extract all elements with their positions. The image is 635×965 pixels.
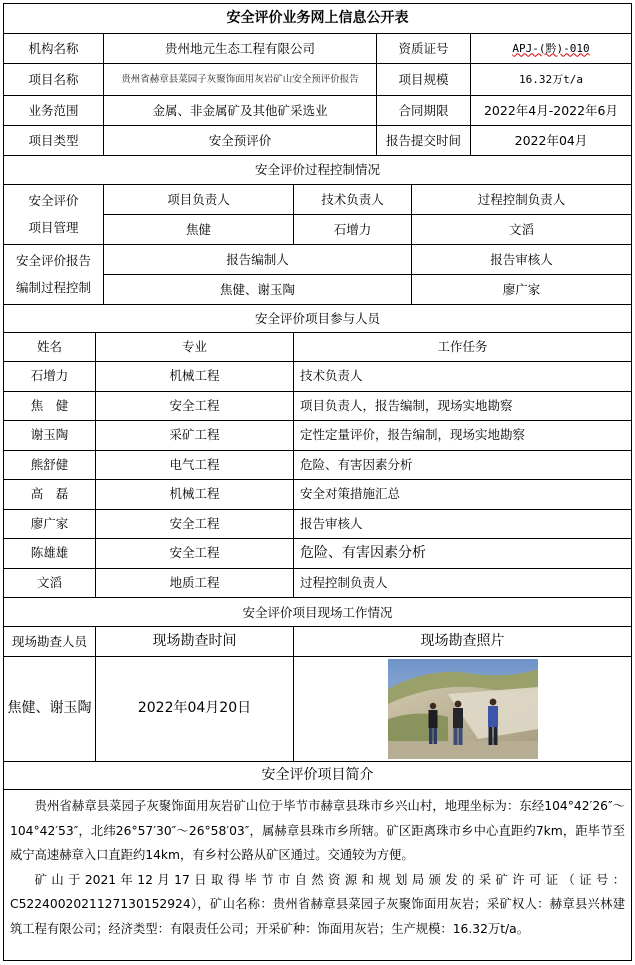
staff-major: 电气工程 [96,451,294,480]
staff-task: 报告审核人 [300,515,363,531]
cert-label: 资质证号 [377,34,471,63]
staff-task: 定性定量评价，报告编制，现场实地勘察 [300,427,526,443]
staff-major: 安全工程 [96,392,294,421]
head-tech: 技术负责人 [294,185,412,215]
process-heading: 安全评价过程控制情况 [254,162,380,178]
staff-major: 机械工程 [96,480,294,509]
scale-value: 16.32万t/a [519,72,583,86]
cert-value [471,34,631,63]
site-person: 焦健、谢玉陶 [4,657,96,761]
report-time-label: 报告提交时间 [377,126,471,155]
staff-task: 技术负责人 [300,368,363,384]
intro-heading-row [4,762,631,790]
report-label-line2: 编制过程控制 [15,280,91,296]
scale-label: 项目规模 [377,64,471,95]
staff-major: 机械工程 [96,362,294,391]
table-row [4,539,631,569]
staff-task: 危险、有害因素分析 [300,456,413,472]
staff-major: 地质工程 [96,569,294,598]
val-author: 焦健、谢玉陶 [104,275,412,304]
table-row [4,510,631,540]
head-author: 报告编制人 [104,245,412,275]
site-heading-row [4,599,631,627]
site-photo-image [388,659,538,759]
scope-label: 业务范围 [4,96,104,125]
staff-task: 项目负责人，报告编制，现场实地勘察 [300,397,513,413]
site-header-row [4,627,631,657]
table-row [4,569,631,599]
table-row [4,480,631,510]
mgmt-label-line1: 安全评价 [28,192,79,208]
cert-value-text: APJ-(黔)-010 [512,41,590,55]
staff-major: 安全工程 [96,510,294,539]
table-row [4,421,631,451]
table-row [4,451,631,481]
period-label: 合同期限 [377,96,471,125]
staff-name: 陈雄雄 [4,539,96,568]
type-label: 项目类型 [4,126,104,155]
head-reviewer: 报告审核人 [412,245,631,275]
report-label [4,245,104,304]
staff-major: 安全工程 [96,539,294,568]
scope-value: 金属、非金属矿及其他矿采选业 [104,96,377,125]
site-data-row [4,657,631,762]
staff-name: 高 磊 [4,480,96,509]
staff-name: 文滔 [4,569,96,598]
info-table [3,3,632,961]
org-value: 贵州地元生态工程有限公司 [104,34,377,63]
type-row [4,126,631,156]
title-row [4,4,631,34]
staff-header-row [4,333,631,362]
head-control: 过程控制负责人 [412,185,631,215]
staff-major: 采矿工程 [96,421,294,450]
staff-task: 危险、有害因素分析 [300,544,426,561]
col-time: 现场勘查时间 [96,627,294,656]
report-block [4,245,631,305]
staff-name: 廖广家 [4,510,96,539]
staff-heading: 安全评价项目参与人员 [254,310,380,326]
intro-heading: 安全评价项目简介 [261,766,374,783]
staff-name: 熊舒健 [4,451,96,480]
site-photo [388,659,538,759]
mgmt-block [4,185,631,245]
val-control: 文滔 [508,221,534,237]
project-label: 项目名称 [4,64,104,95]
site-photo-cell [294,657,631,761]
table-row [4,362,631,392]
intro-paragraph-2: 矿山于2021年12月17日取得毕节市自然资源和规划局颁发的采矿许可证（证号：C5224002021127130152924），矿山名称：贵州省赫章县菜园子灰聚饰面用灰岩；采矿权人：赫章县兴林建筑工程有限公司；经济类型：有限责任公司；开采矿种：饰面用灰岩；生产规模：16.32万t/a。 [10,872,625,936]
val-reviewer: 廖广家 [502,281,541,297]
staff-name: 焦 健 [4,392,96,421]
org-row [4,34,631,64]
staff-heading-row [4,305,631,333]
project-value: 贵州省赫章县菜园子灰聚饰面用灰岩矿山安全预评价报告 [104,64,377,95]
intro-body [4,790,631,941]
staff-task: 过程控制负责人 [300,574,388,590]
type-value: 安全预评价 [104,126,377,155]
mgmt-label-line2: 项目管理 [28,220,79,236]
col-major: 专业 [96,333,294,361]
project-row [4,64,631,96]
table-row [4,392,631,422]
report-time-value: 2022年04月 [514,132,588,148]
val-tech: 石增力 [294,215,412,244]
org-label: 机构名称 [4,34,104,63]
report-label-line1: 安全评价报告 [15,252,91,268]
period-value: 2022年4月-2022年6月 [483,102,619,118]
head-project: 项目负责人 [104,185,294,215]
col-photo: 现场勘查照片 [420,632,505,649]
staff-task: 安全对策措施汇总 [300,486,401,502]
staff-name: 石增力 [4,362,96,391]
page-title: 安全评价业务网上信息公开表 [226,9,409,26]
staff-name: 谢玉陶 [4,421,96,450]
intro-paragraph-1: 贵州省赫章县菜园子灰聚饰面用灰岩矿山位于毕节市赫章县珠市乡兴山村，地理坐标为：东经104°42′26″～104°42′53″，北纬26°57′30″～26°58′03″，属赫章县珠市乡所辖。矿区距离珠市乡中心直距约7km，距毕节至威宁高速赫章入口直距约14km，有乡村公路从矿区通过。交通较为方便。 [10,799,625,862]
process-heading-row [4,156,631,185]
val-project: 焦健 [104,215,294,244]
site-heading: 安全评价项目现场工作情况 [242,604,393,620]
col-name: 姓名 [4,333,96,361]
col-person: 现场勘查人员 [4,627,96,656]
mgmt-label [4,185,104,244]
site-time: 2022年04月20日 [96,657,294,761]
scope-row [4,96,631,126]
col-task: 工作任务 [437,339,488,355]
